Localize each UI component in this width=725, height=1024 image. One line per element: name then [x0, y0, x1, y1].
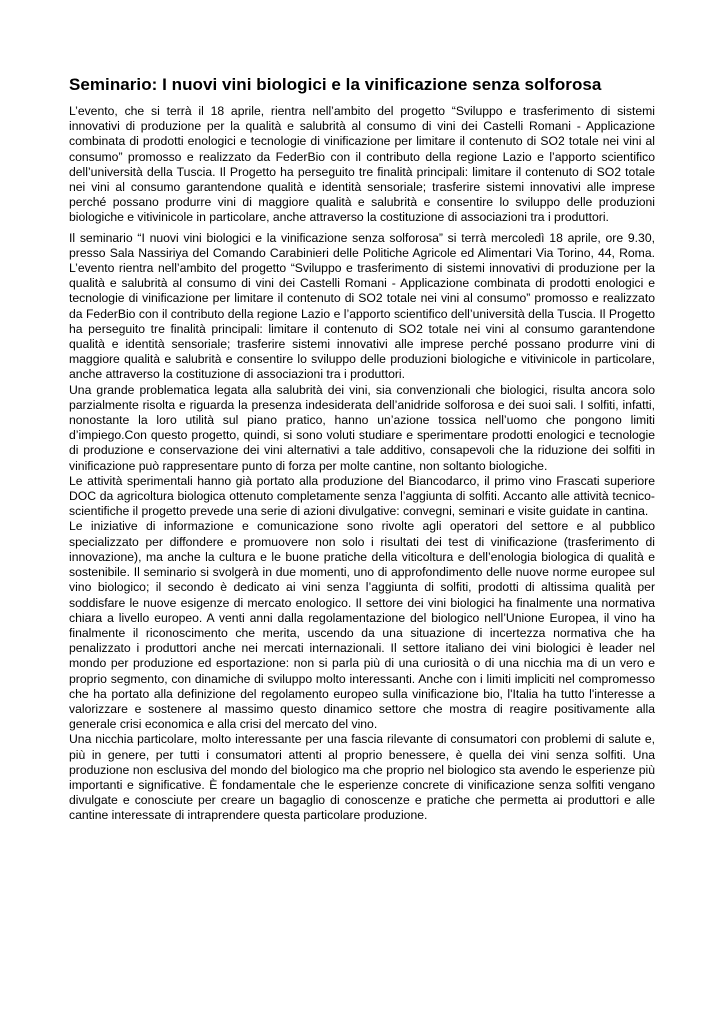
- paragraph-experimental-activities: Le attività sperimentali hanno già portato alla produzione del Biancodarco, il primo vino Frascati superiore DOC da agricoltura biologica ottenuto completamente senza l’aggiunta di solfiti. Accanto alle attività tecnico-scientifiche il progetto prevede una serie di azioni divulgative: convegni, seminari e visite guidate in cantina.: [69, 473, 655, 519]
- paragraph-sulfite-free-niche: Una nicchia particolare, molto interessante per una fascia rilevante di consumatori con problemi di salute e, più in genere, per tutti i consumatori attenti al proprio benessere, è quella dei vini senza solfiti. Una produzione non esclusiva del mondo del biologico ma che proprio nel biologico sta avendo le esperienze più importanti e significative. È fondamentale che le esperienze concrete di vinificazione senza solfiti vengano divulgate e conosciute per creare un bagaglio di conoscenze e pratiche che permetta ai produttori e alle cantine interessate di intraprendere questa particolare produzione.: [69, 732, 655, 823]
- document-page: [69, 74, 655, 824]
- document-title: Seminario: I nuovi vini biologici e la vinificazione senza solforosa: [69, 75, 602, 94]
- paragraph-information-initiatives: Le iniziative di informazione e comunicazione sono rivolte agli operatori del settore e al pubblico specializzato per diffondere e promuovere non solo i risultati dei test di vinificazione (trasferimento di innovazione), ma anche la cultura e le buone pratiche della viticoltura e dell’enologia biologica di qualità e sostenibile. Il seminario si svolgerà in due momenti, uno di approfondimento delle nuove norme europee sul vino biologico; il secondo è dedicato ai vini senza l’aggiunta di solfiti, prodotti di altissima qualità per soddisfare le nuove esigenze di mercato enologico. Il settore dei vini biologici ha finalmente una normativa chiara a livello europeo. A venti anni dalla regolamentazione del biologico nell’Unione Europea, il vino ha finalmente il riconoscimento che merita, uscendo da una situazione di incertezza normativa che ha penalizzato i produttori anche nei mercati internazionali. Il settore italiano dei vini biologici è leader nel mondo per produzione ed esportazione: non si parla più di una curiosità o di una nicchia ma di un vero e proprio segmento, con dinamiche di sviluppo molto interessanti. Anche con i limiti impliciti nel compromesso che ha portato alla definizione del regolamento europeo sulla vinificazione bio, l'Italia ha tutto l'interesse a valorizzare e sostenere al massimo questo dinamico settore che mostra di reagire positivamente alla generale crisi economica e alla crisi del mercato del vino.: [69, 519, 655, 732]
- paragraph-seminar-details: Il seminario “I nuovi vini biologici e la vinificazione senza solforosa” si terrà mercoledì 18 aprile, ore 9.30, presso Sala Nassiriya del Comando Carabinieri delle Politiche Agricole ed Alimentari Via Torino, 44, Roma. L’evento rientra nell’ambito del progetto “Sviluppo e trasferimento di sistemi innovativi di produzione per la qualità e salubrità al consumo di vini dei Castelli Romani - Applicazione combinata di prodotti enologici e tecnologie di vinificazione per limitare il contenuto di SO2 totale nei vini al consumo” promosso e realizzato da FederBio con il contributo della regione Lazio e l’apporto scientifico dell’università della Tuscia. Il Progetto ha perseguito tre finalità principali: limitare il contenuto di SO2 totale nei vini al consumo garantendone qualità e identità sensoriale; trasferire sistemi innovativi alle imprese perché possano produrre vini di maggiore qualità e salubrità e consentire lo sviluppo delle produzioni biologiche e vitivinicole in particolare, anche attraverso la costituzione di associazioni tra i produttori.: [69, 230, 655, 382]
- paragraph-sulfite-problem: Una grande problematica legata alla salubrità dei vini, sia convenzionali che biologici, risulta ancora solo parzialmente risolta e riguarda la presenza indesiderata dell’anidride solforosa e dei suoi sali. I solfiti, infatti, nonostante la loro utilità sul piano pratico, hanno un’azione tossica nell’uomo che pongono limiti d’impiego.Con questo progetto, quindi, si sono voluti studiare e sperimentare prodotti enologici e tecnologie di produzione e conservazione dei vini alternativi a tale additivo, consapevoli che la riduzione dei solfiti in vinificazione può rappresentare punto di forza per molte cantine, non soltanto biologiche.: [69, 382, 655, 473]
- paragraph-intro: L’evento, che si terrà il 18 aprile, rientra nell’ambito del progetto “Sviluppo e trasferimento di sistemi innovativi di produzione per la qualità e salubrità al consumo di vini dei Castelli Romani - Applicazione combinata di prodotti enologici e tecnologie di vinificazione per limitare il contenuto di SO2 totale nei vini al consumo” promosso e realizzato da FederBio con il contributo della regione Lazio e l’apporto scientifico dell’università della Tuscia. Il Progetto ha perseguito tre finalità principali: limitare il contenuto di SO2 totale nei vini al consumo garantendone qualità e identità sensoriale; trasferire sistemi innovativi alle imprese perché possano produrre vini di maggiore qualità e salubrità e consentire lo sviluppo delle produzioni biologiche e vitivinicole in particolare, anche attraverso la costituzione di associazioni tra i produttori.: [69, 104, 655, 225]
